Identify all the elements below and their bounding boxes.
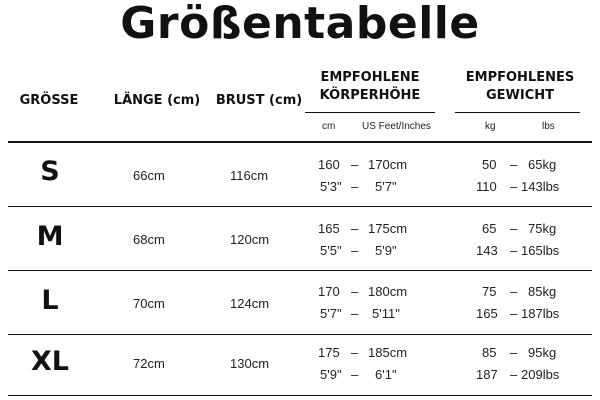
- weight-kg-from: 85: [482, 345, 497, 360]
- height-ft-from: 5'7": [320, 306, 342, 321]
- height-ft-to: 6'1": [375, 367, 397, 382]
- range-dash: –: [351, 284, 359, 299]
- weight-kg-from: 75: [482, 284, 497, 299]
- range-dash: –: [510, 284, 518, 299]
- chest-value: 120cm: [230, 232, 270, 247]
- length-value: 70cm: [133, 296, 165, 311]
- weight-lbs-from: 165: [476, 306, 498, 321]
- range-dash: –: [351, 243, 359, 258]
- weight-group-rule: [455, 112, 580, 113]
- range-dash: –: [510, 306, 518, 321]
- header-height-line1: EMPFOHLENE: [320, 70, 420, 85]
- range-dash: –: [351, 221, 359, 236]
- subheader-kg: kg: [485, 121, 496, 132]
- header-weight-line1: EMPFOHLENES: [465, 70, 575, 85]
- weight-kg-to: 65kg: [528, 157, 557, 172]
- weight-lbs-from: 110: [476, 179, 497, 194]
- weight-kg-to: 95kg: [528, 345, 557, 360]
- size-label: L: [41, 285, 59, 316]
- subheader-cm: cm: [322, 121, 336, 132]
- range-dash: –: [351, 179, 359, 194]
- weight-lbs-to: 187lbs: [521, 306, 560, 321]
- weight-lbs-to: 143lbs: [521, 179, 560, 194]
- height-ft-to: 5'7": [375, 179, 397, 194]
- subheader-us: US Feet/Inches: [362, 121, 431, 132]
- range-dash: –: [351, 157, 359, 172]
- size-label: S: [40, 156, 60, 187]
- range-dash: –: [510, 157, 518, 172]
- header-weight-line2: GEWICHT: [485, 88, 554, 103]
- header-rule: [8, 141, 592, 143]
- height-cm-from: 160: [318, 157, 340, 172]
- range-dash: –: [510, 179, 518, 194]
- weight-kg-from: 65: [482, 221, 497, 236]
- height-ft-from: 5'9": [320, 367, 342, 382]
- range-dash: –: [351, 345, 359, 360]
- height-cm-from: 165: [318, 221, 340, 236]
- weight-kg-to: 75kg: [528, 221, 557, 236]
- length-value: 72cm: [133, 356, 165, 371]
- bottom-rule: [8, 395, 592, 396]
- range-dash: –: [351, 306, 359, 321]
- length-value: 66cm: [133, 168, 165, 183]
- height-group-rule: [305, 112, 435, 113]
- size-label: M: [36, 221, 64, 252]
- size-label: XL: [30, 346, 70, 377]
- weight-kg-to: 85kg: [528, 284, 557, 299]
- subheader-lbs: lbs: [542, 121, 555, 132]
- height-ft-from: 5'5": [320, 243, 342, 258]
- header-chest: BRUST (cm): [215, 93, 303, 108]
- header-size: GRÖSSE: [19, 93, 79, 108]
- row-divider: [8, 270, 592, 271]
- weight-kg-from: 50: [482, 157, 497, 172]
- height-cm-from: 170: [318, 284, 340, 299]
- height-ft-to: 5'9": [375, 243, 397, 258]
- range-dash: –: [510, 367, 518, 382]
- header-height-line2: KÖRPERHÖHE: [319, 88, 421, 103]
- chest-value: 130cm: [230, 356, 270, 371]
- range-dash: –: [351, 367, 359, 382]
- height-ft-from: 5'3": [320, 179, 342, 194]
- height-cm-to: 170cm: [368, 157, 408, 172]
- range-dash: –: [510, 345, 518, 360]
- weight-lbs-from: 187: [476, 367, 498, 382]
- row-divider: [8, 334, 592, 335]
- height-cm-to: 180cm: [368, 284, 408, 299]
- height-ft-to: 5'11": [372, 306, 400, 321]
- weight-lbs-to: 209lbs: [521, 367, 560, 382]
- row-divider: [8, 206, 592, 207]
- page-title: Größentabelle: [120, 0, 480, 49]
- weight-lbs-to: 165lbs: [521, 243, 560, 258]
- chest-value: 124cm: [230, 296, 270, 311]
- weight-lbs-from: 143: [476, 243, 498, 258]
- height-cm-to: 185cm: [368, 345, 408, 360]
- range-dash: –: [510, 243, 518, 258]
- length-value: 68cm: [133, 232, 165, 247]
- height-cm-to: 175cm: [368, 221, 408, 236]
- range-dash: –: [510, 221, 518, 236]
- header-length: LÄNGE (cm): [113, 93, 201, 108]
- chest-value: 116cm: [230, 168, 269, 183]
- height-cm-from: 175: [318, 345, 340, 360]
